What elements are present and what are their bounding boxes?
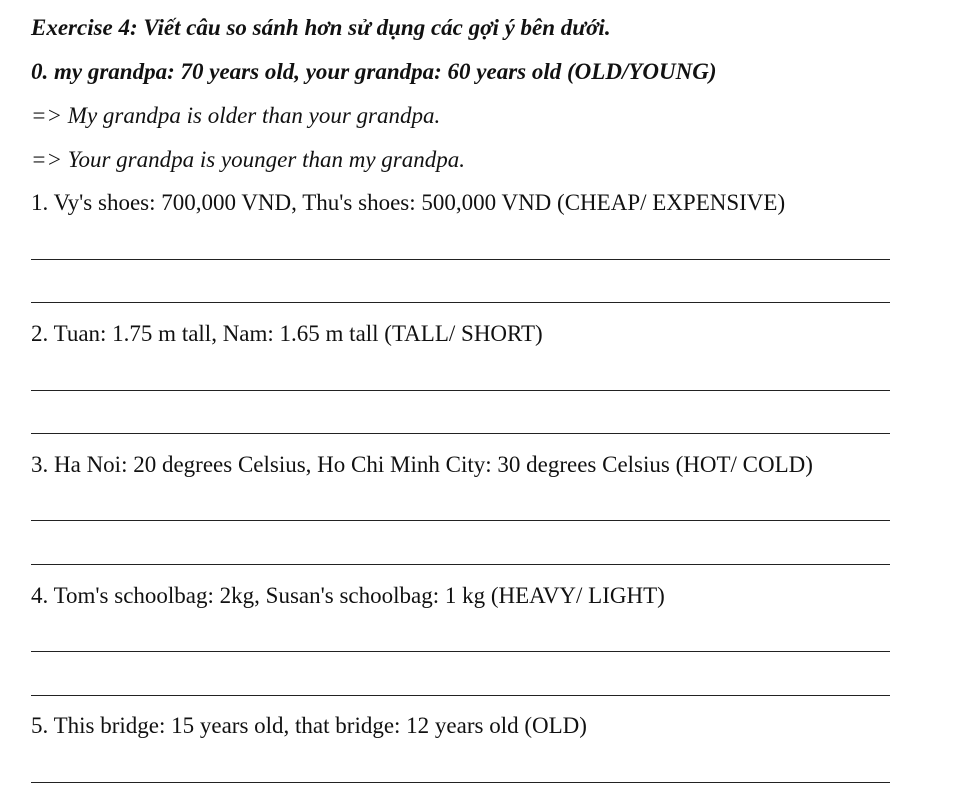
question-4: 4. Tom's schoolbag: 2kg, Susan's schoolbag: 1 kg (HEAVY/ LIGHT) — [31, 583, 665, 608]
answer-line — [31, 520, 890, 521]
example-prompt: 0. my grandpa: 70 years old, your grandpa: 60 years old (OLD/YOUNG) — [31, 59, 717, 84]
answer-line — [31, 433, 890, 434]
example-answer-1: => My grandpa is older than your grandpa. — [31, 103, 441, 128]
example-answer-2: => Your grandpa is younger than my grandpa. — [31, 147, 465, 172]
answer-line — [31, 564, 890, 565]
exercise-title: Exercise 4: Viết câu so sánh hơn sử dụng các gợi ý bên dưới. — [31, 15, 611, 40]
answer-line — [31, 782, 890, 783]
answer-line — [31, 302, 890, 303]
answer-line — [31, 390, 890, 391]
question-1: 1. Vy's shoes: 700,000 VND, Thu's shoes: 500,000 VND (CHEAP/ EXPENSIVE) — [31, 190, 786, 215]
answer-line — [31, 695, 890, 696]
question-3: 3. Ha Noi: 20 degrees Celsius, Ho Chi Minh City: 30 degrees Celsius (HOT/ COLD) — [31, 452, 813, 477]
question-2: 2. Tuan: 1.75 m tall, Nam: 1.65 m tall (TALL/ SHORT) — [31, 321, 543, 346]
question-5: 5. This bridge: 15 years old, that bridge: 12 years old (OLD) — [31, 713, 587, 738]
answer-line — [31, 651, 890, 652]
answer-line — [31, 259, 890, 260]
